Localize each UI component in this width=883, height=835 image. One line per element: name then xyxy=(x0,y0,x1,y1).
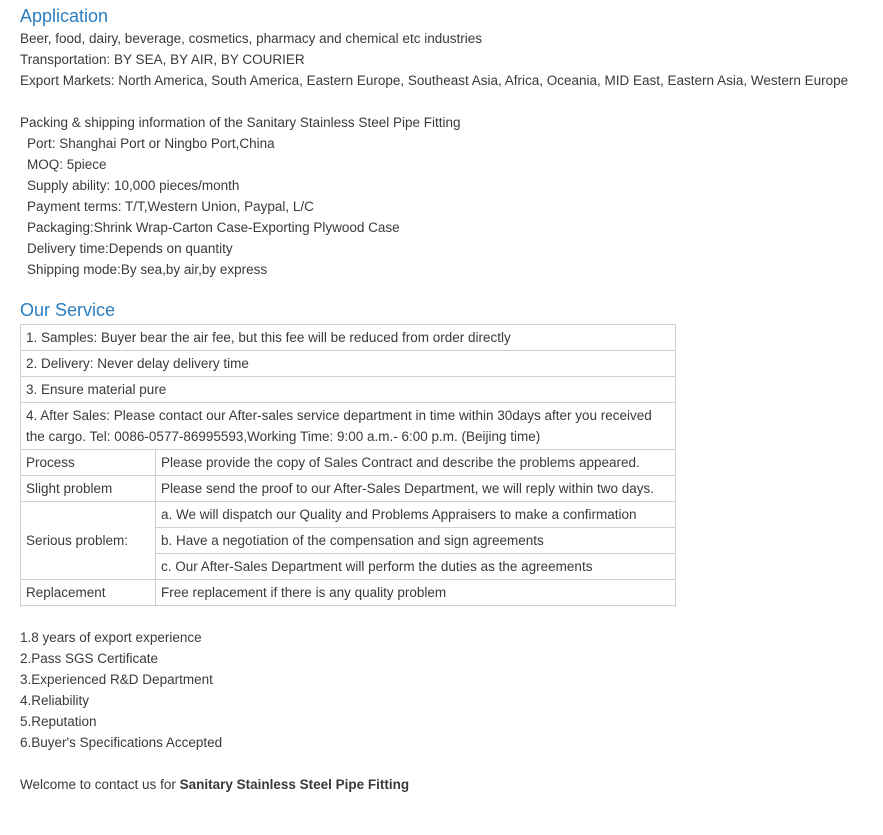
table-row xyxy=(21,403,676,450)
slight-problem-text: Please send the proof to our After-Sales Department, we will reply within two days. xyxy=(156,476,676,502)
replacement-text: Free replacement if there is any quality problem xyxy=(156,580,676,606)
serious-problem-b: b. Have a negotiation of the compensation and sign agreements xyxy=(156,528,676,554)
process-label: Process xyxy=(21,450,156,476)
advantage-item: 1.8 years of export experience xyxy=(20,630,202,645)
service-table xyxy=(20,324,676,606)
welcome-prefix: Welcome to contact us for xyxy=(20,777,180,792)
packing-title: Packing & shipping information of the Sanitary Stainless Steel Pipe Fitting xyxy=(20,115,461,130)
supply-text: Supply ability: 10,000 pieces/month xyxy=(27,178,240,193)
shipping-text: Shipping mode:By sea,by air,by express xyxy=(27,262,268,277)
industries-text: Beer, food, dairy, beverage, cosmetics, pharmacy and chemical etc industries xyxy=(20,31,482,46)
material-cell: 3. Ensure material pure xyxy=(21,377,676,403)
table-row xyxy=(21,502,676,528)
transportation-text: Transportation: BY SEA, BY AIR, BY COURIER xyxy=(20,52,305,67)
port-text: Port: Shanghai Port or Ningbo Port,China xyxy=(27,136,275,151)
application-heading: Application xyxy=(20,6,109,26)
our-service-heading: Our Service xyxy=(20,300,116,320)
slight-problem-label: Slight problem xyxy=(21,476,156,502)
table-row xyxy=(21,580,676,606)
table-row xyxy=(21,325,676,351)
advantage-item: 5.Reputation xyxy=(20,714,97,729)
replacement-label: Replacement xyxy=(21,580,156,606)
welcome-line xyxy=(20,774,883,795)
moq-text: MOQ: 5piece xyxy=(27,157,107,172)
table-row xyxy=(21,450,676,476)
serious-problem-label: Serious problem: xyxy=(21,502,156,580)
table-row xyxy=(21,351,676,377)
process-text: Please provide the copy of Sales Contract and describe the problems appeared. xyxy=(156,450,676,476)
table-row xyxy=(21,377,676,403)
serious-problem-a: a. We will dispatch our Quality and Problems Appraisers to make a confirmation xyxy=(156,502,676,528)
packaging-text: Packaging:Shrink Wrap-Carton Case-Exporting Plywood Case xyxy=(27,220,400,235)
welcome-product: Sanitary Stainless Steel Pipe Fitting xyxy=(179,777,410,792)
delivery-cell: 2. Delivery: Never delay delivery time xyxy=(21,351,676,377)
advantage-item: 6.Buyer's Specifications Accepted xyxy=(20,735,223,750)
after-sales-cell: 4. After Sales: Please contact our After-sales service department in time within 30days after you received the cargo. Tel: 0086-0577-86995593,Working Time: 9:00 a.m.- 6:00 p.m. (Beijing time) xyxy=(21,403,676,450)
delivery-text: Delivery time:Depends on quantity xyxy=(27,241,233,256)
export-markets-text: Export Markets: North America, South America, Eastern Europe, Southeast Asia, Africa, Oceania, MID East, Eastern Asia, Western Europe xyxy=(20,73,849,88)
advantage-item: 2.Pass SGS Certificate xyxy=(20,651,159,666)
advantage-item: 4.Reliability xyxy=(20,693,90,708)
table-row xyxy=(21,476,676,502)
samples-cell: 1. Samples: Buyer bear the air fee, but this fee will be reduced from order directly xyxy=(21,325,676,351)
payment-text: Payment terms: T/T,Western Union, Paypal, L/C xyxy=(27,199,314,214)
advantage-item: 3.Experienced R&D Department xyxy=(20,672,213,687)
serious-problem-c: c. Our After-Sales Department will perform the duties as the agreements xyxy=(156,554,676,580)
